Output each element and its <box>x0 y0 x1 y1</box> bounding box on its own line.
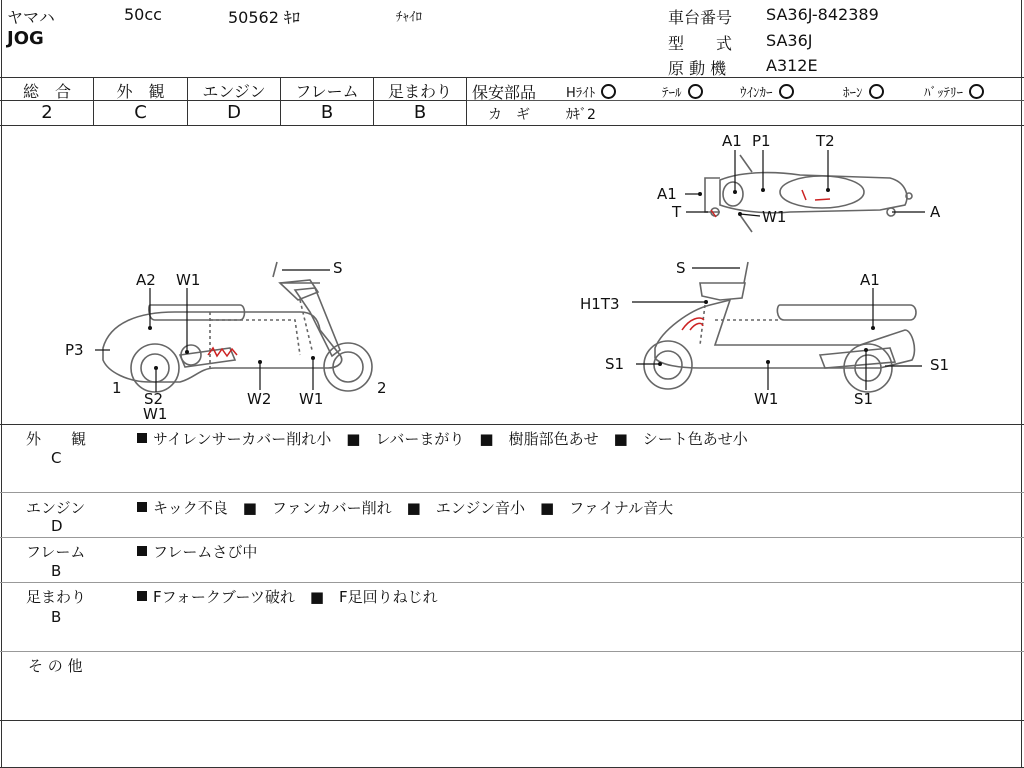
type-value: SA36J <box>766 31 813 50</box>
divider <box>0 537 1024 538</box>
diagram-label: S1 <box>854 390 874 408</box>
remark-text: キック不良 ■ ファンカバー削れ ■ エンジン音小 ■ ファイナル音大 <box>137 497 673 518</box>
engine-grade-label: エンジン <box>202 82 266 101</box>
diagram-label: A <box>930 203 941 221</box>
remark-grade: C <box>51 449 62 467</box>
diagram-label: P3 <box>65 341 84 359</box>
remark-label: フレーム <box>26 543 86 561</box>
frame-no-label: 車台番号 <box>668 8 733 27</box>
exterior-grade: C <box>134 102 147 123</box>
remark-text: サイレンサーカバー削れ小 ■ レバーまがり ■ 樹脂部色あせ ■ シート色あせ小 <box>137 428 748 449</box>
overall-grade: 2 <box>41 102 53 123</box>
frame-grade-label: フレーム <box>295 82 359 101</box>
remark-label: 外 観 <box>26 430 87 448</box>
bullet-square-icon <box>137 433 147 443</box>
bullet-square-icon <box>137 591 147 601</box>
diagram-label: 1 <box>112 379 122 397</box>
frame-no: SA36J-842389 <box>766 5 879 24</box>
suspension-grade-label: 足まわり <box>387 82 452 101</box>
displacement: 50cc <box>124 5 162 24</box>
remark-grade: B <box>51 562 62 580</box>
remark-grade: D <box>51 517 63 535</box>
diagram-label: A1 <box>860 271 880 289</box>
divider <box>0 582 1024 583</box>
color: ﾁｬｲﾛ <box>396 10 422 25</box>
remark-label: 足まわり <box>26 588 87 606</box>
frame-grade: B <box>320 102 334 123</box>
remark-text: フレームさび中 <box>137 541 257 562</box>
diagram-label: A1 <box>657 185 677 203</box>
engine-grade: D <box>227 102 241 123</box>
diagram-label: S1 <box>605 355 625 373</box>
safety-item-battery: ﾊﾞｯﾃﾘｰ <box>924 82 984 101</box>
safety-item-winker: ｳｲﾝｶｰ <box>740 82 794 101</box>
key-label: カ ギ <box>488 107 530 123</box>
engine-label: 原 動 機 <box>668 59 727 78</box>
exterior-label: 外 観 <box>116 82 165 101</box>
remark-text: Fフォークブーツ破れ ■ F足回りねじれ <box>137 586 438 607</box>
diagram-label: W1 <box>176 271 201 289</box>
remark-label: エンジン <box>26 499 86 517</box>
overall-label: 総 合 <box>22 82 71 101</box>
divider <box>0 651 1024 652</box>
divider <box>0 492 1024 493</box>
diagram-label: 2 <box>377 379 387 397</box>
diagram-label: W2 <box>247 390 272 408</box>
diagram-label: W1 <box>299 390 324 408</box>
model-name: JOG <box>7 28 44 49</box>
diagram-label: T <box>672 203 682 221</box>
remark-grade: B <box>51 608 62 626</box>
diagram-label: A1 <box>722 132 742 150</box>
mileage: 50562 ｷﾛ <box>228 8 300 27</box>
diagram-label: S <box>333 259 343 277</box>
bullet-square-icon <box>137 546 147 556</box>
diagram-label: A2 <box>136 271 156 289</box>
diagram-label: W1 <box>762 208 787 226</box>
diagram-label: S1 <box>930 356 950 374</box>
maker: ヤマハ <box>7 8 55 27</box>
diagram-label: T2 <box>816 132 835 150</box>
diagram-label: H1T3 <box>580 295 620 313</box>
engine-value: A312E <box>766 56 818 75</box>
remark-label: そ の 他 <box>28 657 83 675</box>
diagram-label: S2 <box>144 390 164 408</box>
bullet-square-icon <box>137 502 147 512</box>
safety-item-headlight: Hﾗｲﾄ <box>566 82 616 101</box>
diagram-label: P1 <box>752 132 771 150</box>
safety-label: 保安部品 <box>472 83 537 102</box>
type-label: 型 式 <box>668 34 733 53</box>
diagram-label: W1 <box>143 405 168 423</box>
diagram-label: S <box>676 259 686 277</box>
safety-item-tail: ﾃｰﾙ <box>662 82 703 101</box>
suspension-grade: B <box>413 102 427 123</box>
key-value: ｶｷﾞ2 <box>566 107 596 123</box>
safety-item-horn: ﾎｰﾝ <box>843 82 884 101</box>
diagram-label: W1 <box>754 390 779 408</box>
